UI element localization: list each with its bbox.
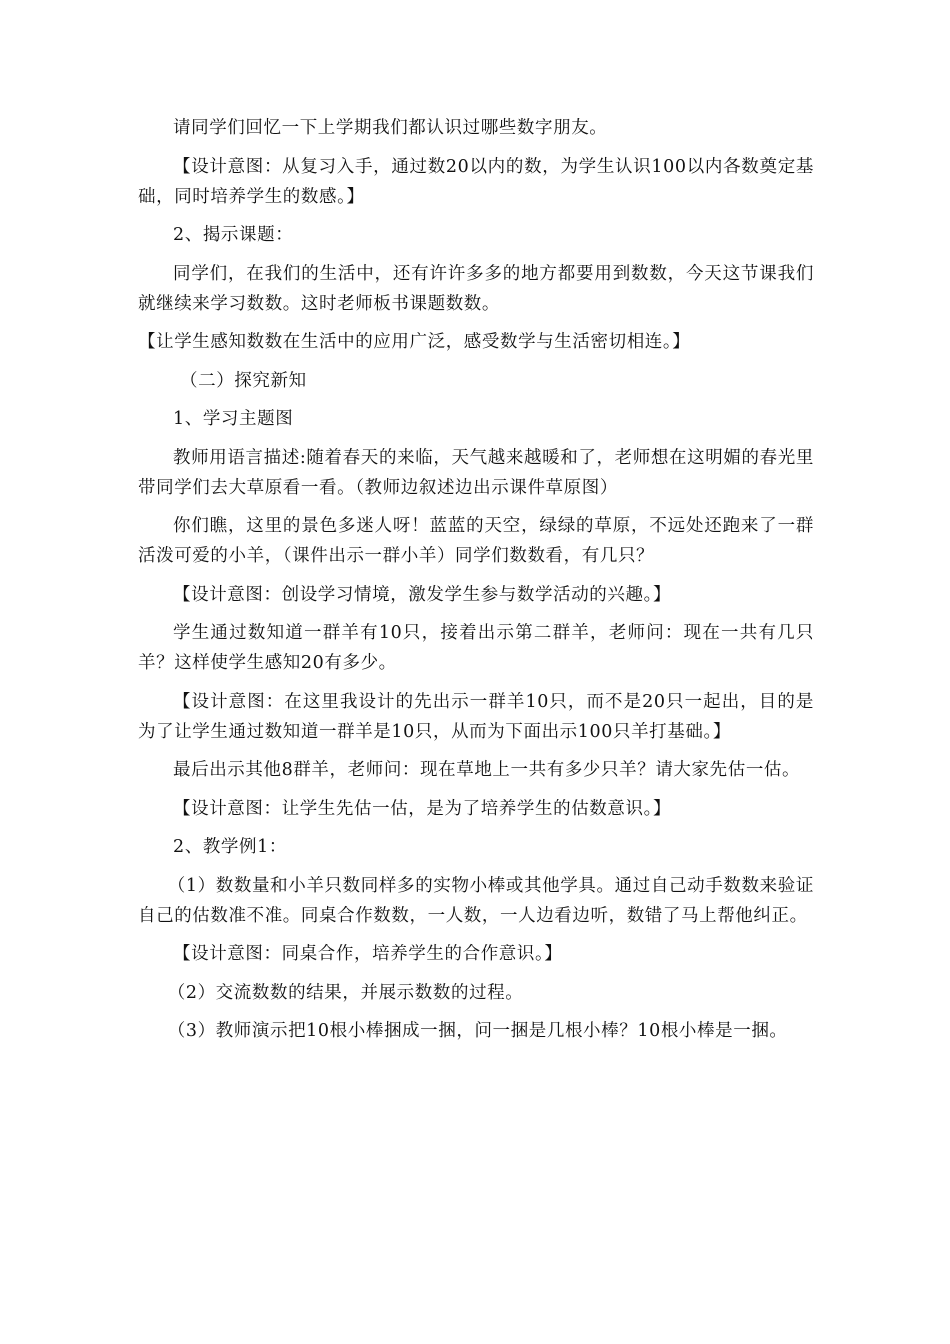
paragraph-life-application: 【让学生感知数数在生活中的应用广泛，感受数学与生活密切相连。】 bbox=[138, 332, 691, 352]
heading-example-one: 2、教学例1： bbox=[173, 837, 287, 857]
paragraph-step-two: （2）交流数数的结果，并展示数数的过程。 bbox=[167, 982, 524, 1003]
paragraph-design-intent-cooperation: 【设计意图：同桌合作，培养学生的合作意识。】 bbox=[173, 944, 563, 964]
paragraph-design-intent-estimate: 【设计意图：让学生先估一估，是为了培养学生的估数意识。】 bbox=[173, 798, 672, 819]
paragraph-second-flock: 学生通过数知道一群羊有10只，接着出示第二群羊，老师问：现在一共有几只羊？这样使学生感知20有多少。 bbox=[138, 623, 814, 673]
paragraph-teacher-description: 教师用语言描述:随着春天的来临，天气越来越暖和了，老师想在这明媚的春光里带同学们去大草原看一看。（教师边叙述边出示课件草原图） bbox=[138, 447, 814, 498]
paragraph-sheep-scene: 你们瞧，这里的景色多迷人呀！蓝蓝的天空，绿绿的草原，不远处还跑来了一群活泼可爱的小羊，（课件出示一群小羊）同学们数数看，有几只？ bbox=[138, 516, 814, 566]
paragraph-design-intent-review: 【设计意图：从复习入手，通过数20以内的数，为学生认识100以内各数奠定基础，同时培养学生的数感。】 bbox=[138, 156, 814, 207]
document-body bbox=[138, 113, 814, 1046]
paragraph-estimate-sheep: 最后出示其他8群羊，老师问：现在草地上一共有多少只羊？请大家先估一估。 bbox=[173, 760, 801, 780]
heading-explore-new-knowledge: （二）探究新知 bbox=[180, 370, 307, 391]
paragraph-review-question: 请同学们回忆一下上学期我们都认识过哪些数字朋友。 bbox=[173, 118, 608, 138]
paragraph-step-three: （3）教师演示把10根小棒捆成一捆，问一捆是几根小棒？10根小棒是一捆。 bbox=[167, 1021, 788, 1041]
paragraph-design-intent-situation: 【设计意图：创设学习情境，激发学生参与数学活动的兴趣。】 bbox=[173, 584, 672, 605]
paragraph-design-intent-ten-sheep: 【设计意图：在这里我设计的先出示一群羊10只，而不是20只一起出，目的是为了让学生通过数知道一群羊是10只，从而为下面出示100只羊打基础。】 bbox=[138, 691, 814, 742]
heading-theme-picture: 1、学习主题图 bbox=[173, 409, 294, 429]
paragraph-topic-intro: 同学们，在我们的生活中，还有许许多多的地方都要用到数数，今天这节课我们就继续来学习数数。这时老师板书课题数数。 bbox=[138, 263, 814, 314]
heading-reveal-topic: 2、揭示课题： bbox=[173, 225, 294, 245]
paragraph-step-one: （1）数数量和小羊只数同样多的实物小棒或其他学具。通过自己动手数数来验证自己的估数准不准。同桌合作数数，一人数，一人边看边听，数错了马上帮他纠正。 bbox=[138, 875, 814, 926]
